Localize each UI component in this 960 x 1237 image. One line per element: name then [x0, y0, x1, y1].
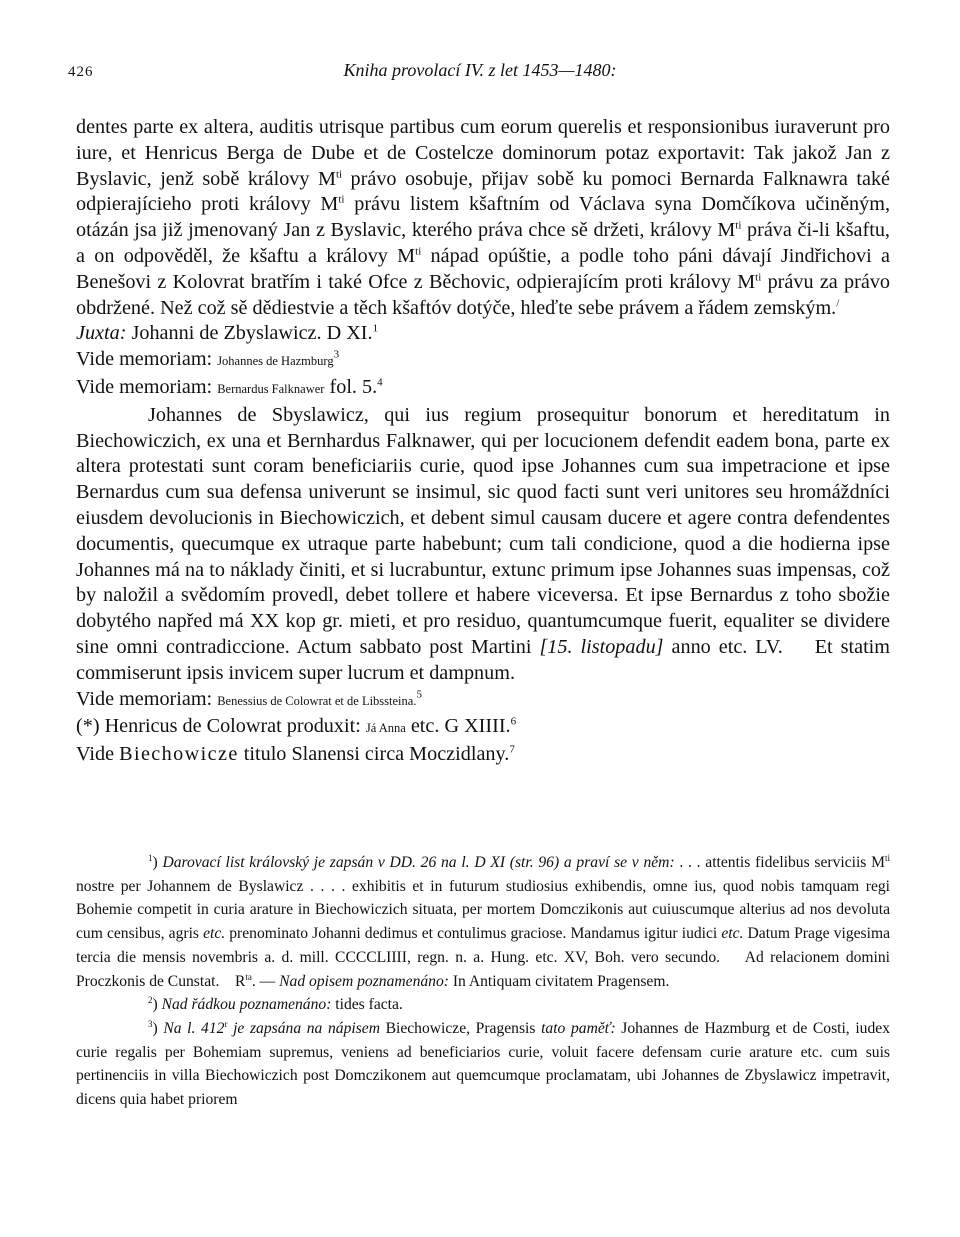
- vide-memoriam-line-3: Vide memoriam: Benessius de Colowrat et de Libssteina.$^5$: [76, 687, 422, 710]
- paragraph-1: dentes parte ex altera, auditis utrisque partibus cum eorum querelis et responsionibus iuraverunt pro iure, et Henricus Berga de Dube et de Costelcze dominorum potaz exportavit: Tak jakož Jan z Byslavic, jenž sobě královy $M^{ti}$ právo osobuje, přijav sobě ku pomoci Bernarda Falknawra také odpierajícieho proti královy $M^{ti}$ právu listem kšaftním od Václava syna Domčíkova učiněným, otázán jsa již jmenovaný Jan z Byslavic, kterého práva chce sě držeti, královy $M^{ti}$ práva či-li kšaftu, a on odpověděl, že kšaftu a královy $M^{ti}$ nápad opúštie, a podle toho páni dávají Jindřichovi a Benešovi z Kolovrat bratřím i také Ofce z Běchovic, odpierajícím proti královy $M^{ti}$ právu za právo obdržené. Než což sě dědiestvie a těch kšaftóv dotýče, hleďte sebe právem a řádem zemským./: [76, 116, 891, 319]
- main-text: [76, 115, 896, 768]
- page-header: [68, 60, 892, 86]
- running-title: Kniha provolací IV. z let 1453—1480:: [343, 60, 617, 80]
- footnote-1: $^1$) Darovací list královský je zapsán v DD. 26 na l. D XI (str. 96) a praví se v něm: . . . attentis fidelibus serviciis $M^{ti}$ nostre per Johannem de Byslawicz . . . . exhibitis et in futurum studiosius exhibendis, omne ius, quod nobis tamquam regi Bohemie competit in curia arature in Biechowiczich situata, per mortem Domczikonis aut cuiuscumque alterius ad nos devoluta cum censibus, agris etc. prenominato Johanni dedimus et contulimus graciose. Mandamus igitur iudici etc. Datum Prage vigesima tercia die mensis novembris a. d. mill. CCCCLIIII, regn. n. a. Hung. etc. XV, Boh. vero secundo. Ad relacionem domini Proczkonis de Cunstat. $R^{ta}$. — Nad opisem poznamenáno: In Antiquam civitatem Pragensem.: [76, 852, 894, 990]
- vide-memoriam-line-1: Vide memoriam: Johannes de Hazmburg$^3$: [76, 348, 340, 371]
- paragraph-2: Johannes de Sbyslawicz, qui ius regium prosequitur bonorum et hereditatum in Biechowiczich, ex una et Bernhardus Falknawer, qui per locucionem defendit eadem bona, parte ex altera protestati sunt coram beneficiariis curie, quod ipse Johannes cum sua impetracione et ipse Bernardus cum sua defensa univerunt se insimul, sic quod facti sunt veri unitores seu hromáždníci eiusdem devolucionis in Biechowiczich, et debent simul causam ducere et agere contra defendentes documentis, quecumque ex utraque parte habebunt; cum tali condicione, quod a die hodierna ipse Johannes má na to náklady činiti, et si lucrabuntur, extunc primum ipse Johannes suas impensas, což by naložil a svědomím provedl, debet tollere et habere viceversa. Et ipse Bernardus z toho sbožie dobytého napřed má XX kop gr. mieti, et pro residuo, quantumcumque fuerit, equaliter se dividere sine omni contradiccione. Actum sabbato post Martini [15. listopadu] anno etc. LV. Et statim commiserunt ipsis invicem super lucrum et dampnum.: [76, 403, 896, 684]
- footnote-2: $^2$) Nad řádkou poznamenáno: tides facta.: [148, 995, 403, 1014]
- vide-titulo-line: Vide Biechowicze titulo Slanensi circa Moczidlany.$^7$: [76, 743, 515, 766]
- footnote-mark: 1: [148, 852, 153, 863]
- vide-memoriam-line-2: Vide memoriam: Bernardus Falknawer fol. 5.$^4$: [76, 375, 383, 398]
- juxta-line: Juxta: Johanni de Zbyslawicz. D XI.$^1$: [76, 322, 379, 345]
- footnote-3: $^3$) Na l. 412$^r$ je zapsána na nápisem Biechowicze, Pragensis tato paměť: Johannes de Hazmburg et de Costi, iudex curie regalis per Bohemiam supremus, veniens ad beneficiarios curie, voluit facere defensam curie arature etc. cum suis pertinenciis in villa Biechowiczich post Domczikonem aut quemcumque proclamatam, ubi Johannes de Zbyslawicz impetravit, dicens quia habet priorem: [76, 1018, 890, 1109]
- footnote-mark: 3: [148, 1018, 153, 1029]
- page-number: 426: [68, 64, 94, 80]
- footnotes: [76, 851, 894, 1112]
- produxit-line: (*) Henricus de Colowrat produxit: Já Anna etc. G XIIII.$^6$: [76, 715, 517, 738]
- footnote-mark: 2: [148, 995, 153, 1006]
